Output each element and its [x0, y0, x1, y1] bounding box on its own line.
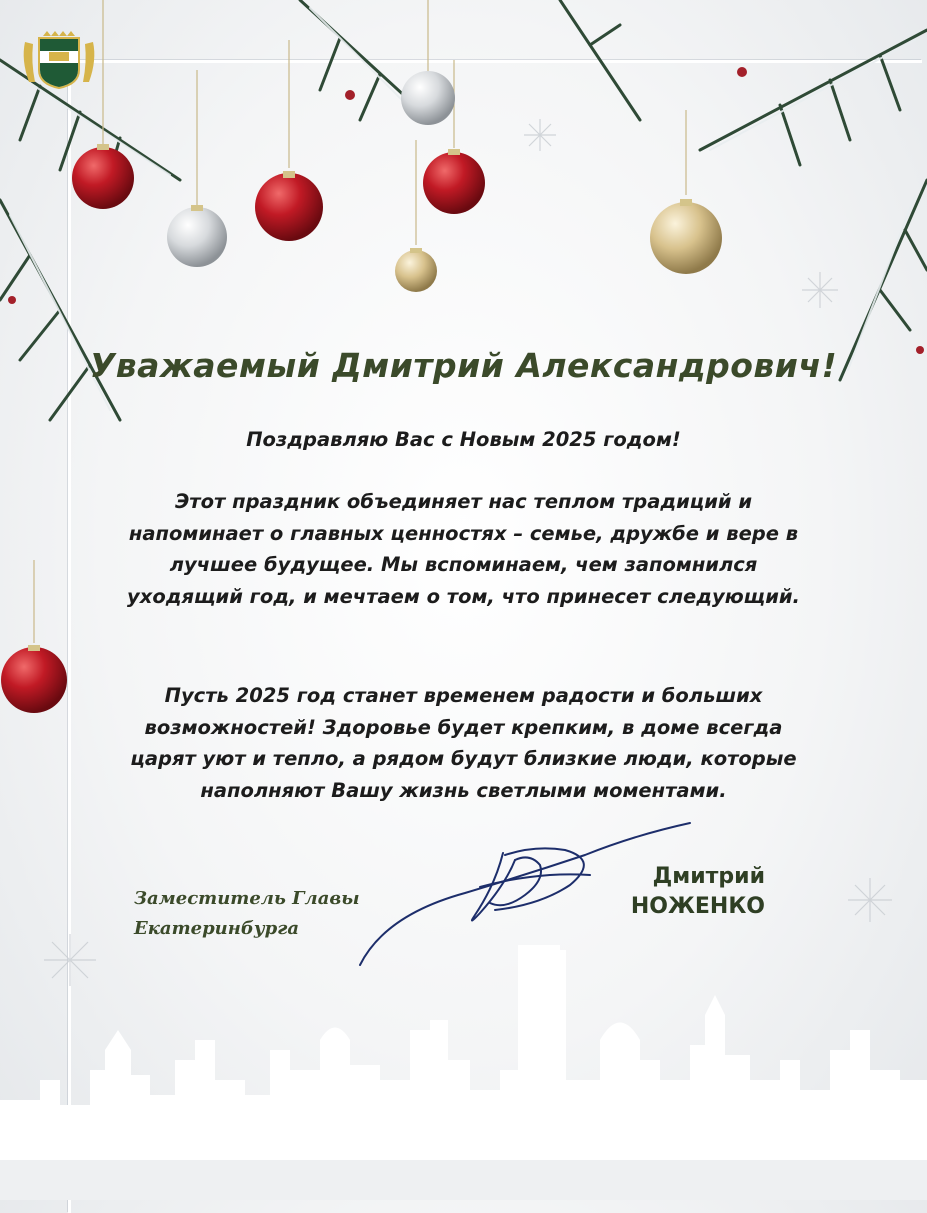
letter-paragraph-1: Этот праздник объединяет нас теплом традиций и напоминает о главных ценностях – семье, дружбе и вере в лучшее будущее. Мы вспоминаем, чем запомнился уходящий год, и мечтаем о том, что принесет следующий. [127, 490, 800, 608]
signatory-last-name: НОЖЕНКО [630, 894, 765, 919]
coat-of-arms-icon [19, 30, 99, 92]
salutation-heading: Уважаемый Дмитрий Александрович! [89, 346, 838, 385]
position-line-2: Екатеринбурга [134, 918, 299, 939]
christmas-ornament-icon [1, 71, 722, 713]
signatory-first-name: Дмитрий [652, 864, 765, 889]
position-line-1: Заместитель Главы [134, 888, 360, 909]
signatory-name [580, 862, 765, 922]
greeting-line: Поздравляю Вас с Новым 2025 годом! [246, 428, 681, 451]
letter-paragraph-2: Пусть 2025 год станет временем радости и больших возможностей! Здоровье будет крепким, в доме всегда царят уют и тепло, а рядом будут близкие люди, которые наполняют Вашу жизнь светлыми моментами. [130, 684, 797, 802]
city-skyline-icon [0, 930, 927, 1200]
